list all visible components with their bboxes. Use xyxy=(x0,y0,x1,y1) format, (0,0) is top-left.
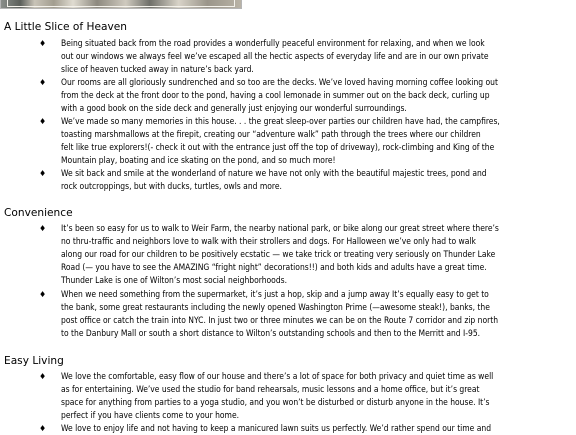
text-line: It’s been so easy for us to walk to Weir Farm, the nearby national park, or bike along our great street where there’s xyxy=(61,223,499,233)
text-line: We love the comfortable, easy flow of our house and there’s a lot of space for both privacy and quiet time as well xyxy=(61,371,494,381)
bullet-icon: ♦ xyxy=(39,290,47,299)
bullet-text xyxy=(61,37,576,76)
bullet-text xyxy=(61,115,576,167)
text-line: the bank, some great restaurants including the newly opened Washington Prime (—awesome steak!), banks, the xyxy=(61,302,490,313)
text-line: from the deck at the front door to the pond, having a cool lemonade in summer out on the back deck, curling up xyxy=(61,90,490,101)
bullet-icon: ♦ xyxy=(39,117,47,126)
text-line: perfect if you have clients come to your home. xyxy=(61,410,240,421)
bullet-icon: ♦ xyxy=(39,169,47,178)
text-line: Being situated back from the road provides a wonderfully peaceful environment for relaxing, and when we look xyxy=(61,38,485,48)
text-line: toasting marshmallows at the firepit, creating our “adventure walk” path through the trees where our children xyxy=(61,129,481,140)
bullet-text xyxy=(61,422,576,435)
text-line: space for anything from parties to a yoga studio, and you won’t be disturbed or disturb anyone in the house. It’s xyxy=(61,397,490,408)
text-line: Road (— you have to see the AMAZING “fright night” decorations!!) and both kids and adults have a great time. xyxy=(61,262,487,273)
bullet-icon: ♦ xyxy=(39,39,47,48)
section-heading: A Little Slice of Heaven xyxy=(4,21,127,33)
text-line: as for entertaining. We’ve used the studio for band rehearsals, music lessons and a home office, but it’s great xyxy=(61,384,480,395)
bullet-text xyxy=(61,167,576,193)
text-line: We sit back and smile at the wonderland of nature we have not only with the beautiful majestic trees, pond and xyxy=(61,168,487,178)
text-line: rock outcroppings, but with ducks, turtles, owls and more. xyxy=(61,181,282,192)
section-heading: Convenience xyxy=(4,207,73,219)
bullet-text xyxy=(61,370,576,422)
text-line: Mountain play, boating and ice skating on the pond, and so much more! xyxy=(61,155,336,166)
bullet-icon: ♦ xyxy=(39,78,47,87)
bullet-text xyxy=(61,222,576,287)
section-heading: Easy Living xyxy=(4,355,64,367)
bullet-text xyxy=(61,76,576,115)
text-line: We love to enjoy life and not having to keep a manicured lawn suits us perfectly. We’d rather spend our time and xyxy=(61,423,492,433)
text-line: Our rooms are all gloriously sundrenched and so too are the decks. We’ve loved having morning coffee looking out xyxy=(61,77,498,87)
text-line: to the Danbury Mall or south a short distance to Wilton’s outstanding schools and then to the Merritt and I-95. xyxy=(61,328,481,339)
text-line: with a good book on the side deck and generally just enjoying our wonderful surroundings. xyxy=(61,103,407,114)
text-line: When we need something from the supermarket, it’s just a hop, skip and a jump away It’s equally easy to get to xyxy=(61,289,489,299)
bullet-icon: ♦ xyxy=(39,424,47,433)
text-line: out our windows we always feel we’ve escaped all the hectic aspects of everyday life and are in our own private xyxy=(61,51,489,62)
text-line: along our road for our children to be positively ecstatic — we take trick or treating very seriously on Thunder Lake xyxy=(61,249,496,260)
text-line: no thru-traffic and neighbors love to walk with their strollers and dogs. For Halloween we’ve only had to walk xyxy=(61,236,476,247)
bullet-text xyxy=(61,288,576,340)
text-line: We’ve made so many memories in this house. . . the great sleep-over parties our children have had, the campfires, xyxy=(61,116,500,126)
text-line: slice of heaven tucked away in nature’s back yard. xyxy=(61,64,254,75)
text-line: Thunder Lake is one of Wilton’s most social neighborhoods. xyxy=(61,275,287,286)
text-line: felt like true explorers!(- check it out with the entrance just off the top of driveway), rock-climbing and King of the xyxy=(61,142,495,153)
header-photo xyxy=(0,0,242,9)
bullet-icon: ♦ xyxy=(39,372,47,381)
text-line: post office or catch the train into NYC. In just two or three minutes we can be on the Route 7 corridor and zip north xyxy=(61,315,499,326)
bullet-icon: ♦ xyxy=(39,224,47,233)
